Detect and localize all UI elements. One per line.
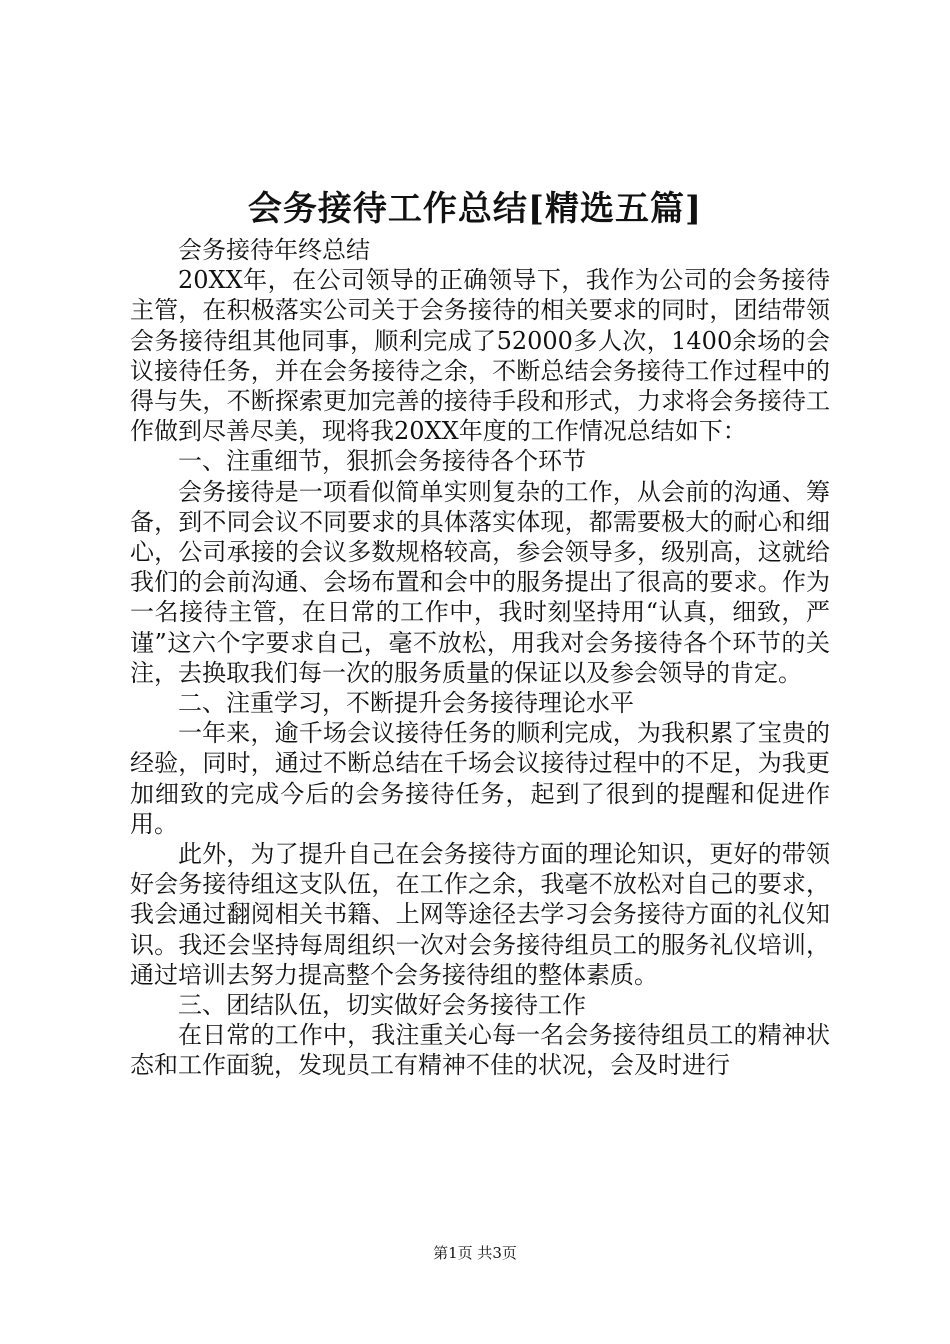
body-paragraph: 一年来，逾千场会议接待任务的顺利完成，为我积累了宝贵的经验，同时，通过不断总结在千场会议接待过程中的不足，为我更加细致的完成今后的会务接待任务，起到了很到的提醒和促进作用。 — [130, 719, 830, 838]
document-body — [130, 235, 830, 1081]
body-paragraph: 在日常的工作中，我注重关心每一名会务接待组员工的精神状态和工作面貌，发现员工有精神不佳的状况，会及时进行 — [130, 1021, 830, 1080]
section-heading-team: 三、团结队伍，切实做好会务接待工作 — [178, 991, 586, 1020]
section-heading-learning: 二、注重学习，不断提升会务接待理论水平 — [178, 689, 634, 718]
section-heading-year-end: 会务接待年终总结 — [178, 236, 370, 264]
body-paragraph: 会务接待是一项看似简单实则复杂的工作，从会前的沟通、筹备，到不同会议不同要求的具体落实体现，都需要极大的耐心和细心，公司承接的会议多数规格较高，参会领导多，级别高，这就给我们的会前沟通、会场布置和会中的服务提出了很高的要求。作为一名接待主管，在日常的工作中，我时刻坚持用“认真，细致，严谨”这六个字要求自己，毫不放松，用我对会务接待各个环节的关注，去换取我们每一次的服务质量的保证以及参会领导的肯定。 — [130, 477, 830, 687]
document-title: 会务接待工作总结[精选五篇] — [247, 189, 703, 229]
body-paragraph: 此外，为了提升自己在会务接待方面的理论知识，更好的带领好会务接待组这支队伍，在工作之余，我毫不放松对自己的要求，我会通过翻阅相关书籍、上网等途径去学习会务接待方面的礼仪知识。我还会坚持每周组织一次对会务接待组员工的服务礼仪培训，通过培训去努力提高整个会务接待组的整体素质。 — [130, 840, 830, 989]
body-paragraph: 20XX年，在公司领导的正确领导下，我作为公司的会务接待主管，在积极落实公司关于会务接待的相关要求的同时，团结带领会务接待组其他同事，顺利完成了52000多人次，1400余场的会议接待任务，并在会务接待之余，不断总结会务接待工作过程中的得与失，不断探索更加完善的接待手段和形式，力求将会务接待工作做到尽善尽美，现将我20XX年度的工作情况总结如下： — [130, 266, 830, 446]
page-footer: 第1页 共3页 — [433, 1244, 517, 1262]
section-heading-details: 一、注重细节，狠抓会务接待各个环节 — [178, 447, 586, 476]
